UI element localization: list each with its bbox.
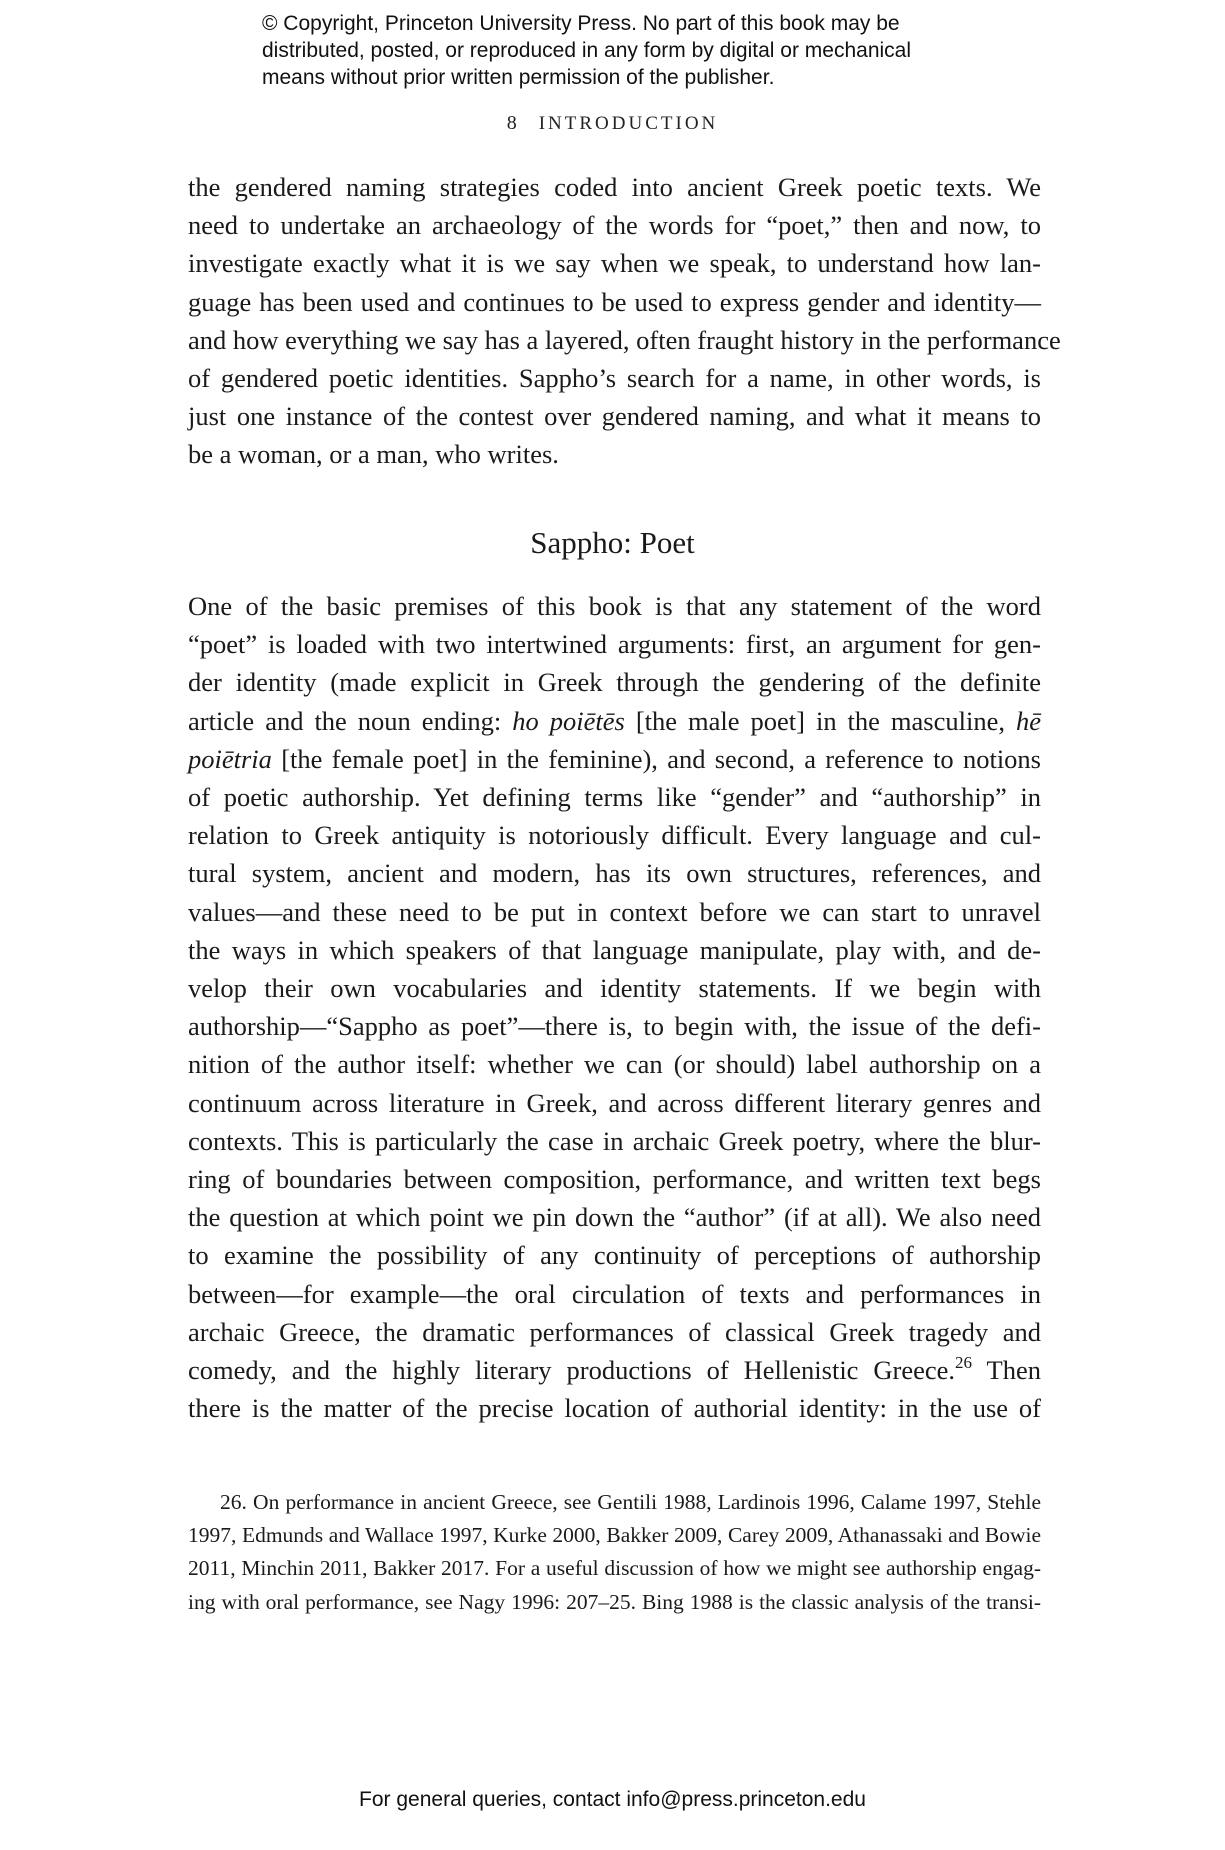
text-line: values—and these need to be put in context before we can start to unravel [188, 896, 1041, 927]
greek-term: hē [1015, 705, 1041, 736]
paragraph-intro [188, 168, 1061, 474]
text-line: contexts. This is particularly the case in archaic Greek poetry, where the blur- [188, 1125, 1041, 1156]
footnote-line: 2011, Minchin 2011, Bakker 2017. For a useful discussion of how we might see authorship engag- [188, 1556, 1041, 1581]
footnote-reference[interactable]: 26 [955, 1353, 973, 1373]
text-line: velop their own vocabularies and identity statements. If we begin with [188, 973, 1041, 1004]
text-line: der identity (made explicit in Greek through the gendering of the definite [188, 667, 1041, 698]
text-run: article and the noun ending: [188, 705, 513, 736]
copyright-line: distributed, posted, or reproduced in any form by digital or mechanical [262, 39, 912, 62]
text-run: comedy, and the highly literary productions of Hellenistic Greece. [188, 1355, 956, 1386]
text-line: One of the basic premises of this book is that any statement of the word [188, 591, 1041, 621]
text-run: [the female poet] in the feminine), and second, a reference to notions [271, 743, 1041, 774]
text-run: [the male poet] in the masculine, [624, 705, 1016, 736]
copyright-notice [262, 10, 1022, 91]
paragraph-sappho-poet [188, 587, 1041, 1427]
running-head [0, 112, 1225, 135]
text-line: just one instance of the contest over gendered naming, and what it means to [188, 401, 1041, 432]
text-line: the question at which point we pin down the “author” (if at all). We also need [188, 1202, 1041, 1233]
contact-footer: For general queries, contact info@press.princeton.edu [359, 1788, 866, 1811]
greek-term: ho poiētēs [512, 705, 625, 736]
text-line: be a woman, or a man, who writes. [188, 439, 559, 470]
copyright-line: © Copyright, Princeton University Press. No part of this book may be [262, 12, 900, 35]
text-line: there is the matter of the precise location of authorial identity: in the use of [188, 1393, 1041, 1424]
text-line: investigate exactly what it is we say when we speak, to understand how lan- [188, 248, 1041, 279]
footnote-line: 1997, Edmunds and Wallace 1997, Kurke 2000, Bakker 2009, Carey 2009, Athanassaki and Bowie [188, 1523, 1041, 1548]
text-line: archaic Greece, the dramatic performances of classical Greek tragedy and [188, 1316, 1041, 1347]
text-line: of poetic authorship. Yet defining terms like “gender” and “authorship” in [188, 782, 1041, 813]
text-line: guage has been used and continues to be used to express gender and identity— [188, 286, 1041, 317]
greek-term: poiētria [188, 743, 272, 774]
text-line [188, 702, 1041, 740]
text-line: to examine the possibility of any continuity of perceptions of authorship [188, 1240, 1041, 1271]
running-head-title: INTRODUCTION [538, 113, 719, 134]
page-number: 8 [506, 112, 517, 134]
text-line: the ways in which speakers of that language manipulate, play with, and de- [188, 934, 1041, 965]
text-line: between—for example—the oral circulation of texts and performances in [188, 1278, 1041, 1309]
copyright-line: means without prior written permission of the publisher. [262, 66, 775, 89]
text-line [188, 740, 1041, 778]
text-line: tural system, ancient and modern, has its own structures, references, and [188, 858, 1041, 889]
text-line [188, 1351, 1041, 1389]
text-line: ring of boundaries between composition, performance, and written text begs [188, 1164, 1041, 1195]
text-line: continuum across literature in Greek, and across different literary genres and [188, 1087, 1041, 1118]
footnote-line: 26. On performance in ancient Greece, see Gentili 1988, Lardinois 1996, Calame 1997, Stehle [220, 1490, 1041, 1514]
text-line: the gendered naming strategies coded into ancient Greek poetic texts. We [188, 172, 1041, 202]
text-line: authorship—“Sappho as poet”—there is, to begin with, the issue of the defi- [188, 1011, 1041, 1042]
text-line: need to undertake an archaeology of the words for “poet,” then and now, to [188, 210, 1041, 241]
text-line: and how everything we say has a layered, often fraught history in the performance [188, 324, 1061, 355]
section-heading: Sappho: Poet [530, 525, 695, 560]
footnote-line: ing with oral performance, see Nagy 1996: 207–25. Bing 1988 is the classic analysis of the transi- [188, 1589, 1041, 1614]
text-run: Then [972, 1355, 1041, 1386]
text-line: of gendered poetic identities. Sappho’s search for a name, in other words, is [188, 363, 1041, 394]
text-line: “poet” is loaded with two intertwined arguments: first, an argument for gen- [188, 629, 1041, 660]
text-line: nition of the author itself: whether we can (or should) label authorship on a [188, 1049, 1041, 1080]
footnote-26 [188, 1486, 1041, 1619]
text-line: relation to Greek antiquity is notoriously difficult. Every language and cul- [188, 820, 1041, 851]
